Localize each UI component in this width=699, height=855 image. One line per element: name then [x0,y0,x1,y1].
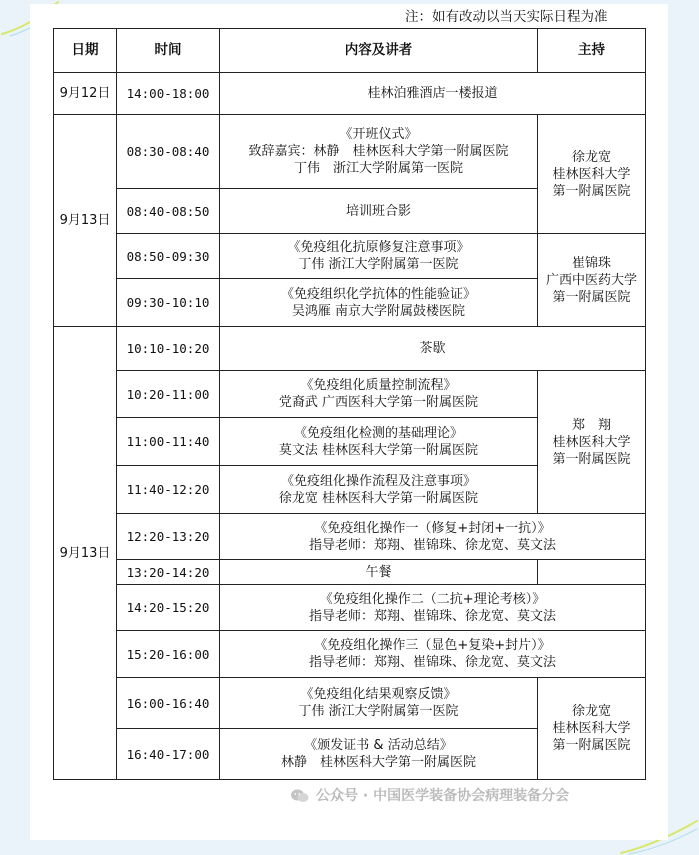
time-cell: 11:40-12:20 [117,466,220,514]
host-affiliation: 广西中医药大学 [545,272,637,288]
content-cell: 午餐 [220,560,538,585]
table-row [54,560,646,585]
time-cell: 08:40-08:50 [117,189,220,234]
content-cell [220,514,646,560]
table-row [54,327,646,371]
date-cell: 9月12日 [54,73,117,115]
session-speaker: 林静 桂林医科大学第一附属医院 [280,755,476,770]
host-affiliation: 桂林医科大学 [552,434,631,450]
host-name: 郑 翔 [571,417,611,433]
session-title: 《免疫组织化学抗体的性能验证》 [280,286,476,302]
table-row [54,514,646,560]
time-cell: 14:00-18:00 [117,73,220,115]
session-title: 《免疫组化结果观察反馈》 [300,687,457,702]
content-cell [220,585,646,631]
content-cell [220,115,538,189]
host-cell [538,678,646,780]
session-title: 《免疫组化操作一（修复+封闭+一抗）》 [314,520,551,536]
wechat-icon [290,788,310,804]
session-speaker: 莫文法 桂林医科大学第一附属医院 [278,442,479,458]
session-speaker: 党裔武 广西医科大学第一附属医院 [278,395,479,410]
time-cell: 16:40-17:00 [117,729,220,780]
time-cell: 12:20-13:20 [117,514,220,560]
time-cell: 14:20-15:20 [117,585,220,631]
host-cell [538,234,646,327]
time-cell: 08:30-08:40 [117,115,220,189]
content-cell [220,279,538,327]
content-cell: 茶歇 [220,327,646,371]
session-instructors: 指导老师：郑翔、崔锦珠、徐龙宽、莫文法 [308,655,556,670]
session-title: 《免疫组化检测的基础理论》 [293,425,463,441]
table-header-row [54,29,646,73]
empty-host-cell [538,560,646,585]
date-cell: 9月13日 [54,327,117,780]
host-cell [538,371,646,514]
table-row [54,234,646,279]
header-time: 时间 [117,29,220,73]
host-affiliation: 第一附属医院 [552,451,631,467]
table-row [54,631,646,678]
session-speaker: 丁伟 浙江大学附属第一医院 [298,257,459,272]
watermark-text: 公众号 · 中国医学装备协会病理装备分会 [316,788,570,804]
time-cell: 09:30-10:10 [117,279,220,327]
session-title: 《免疫组化操作二（二抗+理论考核）》 [319,591,546,607]
content-cell [220,631,646,678]
session-instructors: 指导老师：郑翔、崔锦珠、徐龙宽、莫文法 [308,608,556,624]
session-speaker: 致辞嘉宾：林静 桂林医科大学第一附属医院 [248,144,509,159]
header-host: 主持 [538,29,646,73]
host-affiliation: 第一附属医院 [552,289,631,305]
schedule-note: 注：如有改动以当天实际日程为准 [405,9,608,25]
time-cell: 10:10-10:20 [117,327,220,371]
session-title: 《颁发证书 & 活动总结》 [304,738,453,753]
host-affiliation: 第一附属医院 [552,738,631,753]
time-cell: 15:20-16:00 [117,631,220,678]
watermark [290,785,640,807]
host-affiliation: 第一附属医院 [552,183,631,199]
time-cell: 11:00-11:40 [117,418,220,466]
host-name: 徐龙宽 [571,704,611,719]
host-affiliation: 桂林医科大学 [552,721,631,736]
session-title: 《免疫组化操作三（显色+复染+封片）》 [314,638,551,653]
session-instructors: 指导老师：郑翔、崔锦珠、徐龙宽、莫文法 [308,537,556,553]
content-cell [220,729,538,780]
table-row [54,371,646,418]
time-cell: 08:50-09:30 [117,234,220,279]
table-row [54,73,646,115]
content-cell [220,234,538,279]
content-cell: 培训班合影 [220,189,538,234]
content-cell [220,371,538,418]
content-cell [220,418,538,466]
table-row [54,585,646,631]
session-title: 《免疫组化抗原修复注意事项》 [287,240,470,255]
schedule-table [53,28,646,780]
session-title: 《开班仪式》 [339,127,418,142]
host-name: 徐龙宽 [571,149,611,165]
content-cell [220,678,538,729]
session-title: 《免疫组化操作流程及注意事项》 [280,473,476,489]
header-content: 内容及讲者 [220,29,538,73]
host-cell [538,115,646,234]
host-affiliation: 桂林医科大学 [552,166,631,182]
session-speaker: 徐龙宽 桂林医科大学第一附属医院 [278,490,479,506]
content-cell [220,466,538,514]
time-cell: 16:00-16:40 [117,678,220,729]
session-title: 《免疫组化质量控制流程》 [300,378,457,393]
date-cell: 9月13日 [54,115,117,327]
table-row [54,115,646,189]
table-row [54,678,646,729]
session-speaker: 丁伟 浙江大学附属第一医院 [298,704,459,719]
host-name: 崔锦珠 [571,255,611,271]
time-cell: 10:20-11:00 [117,371,220,418]
time-cell: 13:20-14:20 [117,560,220,585]
content-cell: 桂林泊雅酒店一楼报道 [220,73,646,115]
session-speaker: 吴鸿雁 南京大学附属鼓楼医院 [291,303,466,319]
session-speaker: 丁伟 浙江大学附属第一医院 [293,161,463,176]
header-date: 日期 [54,29,117,73]
